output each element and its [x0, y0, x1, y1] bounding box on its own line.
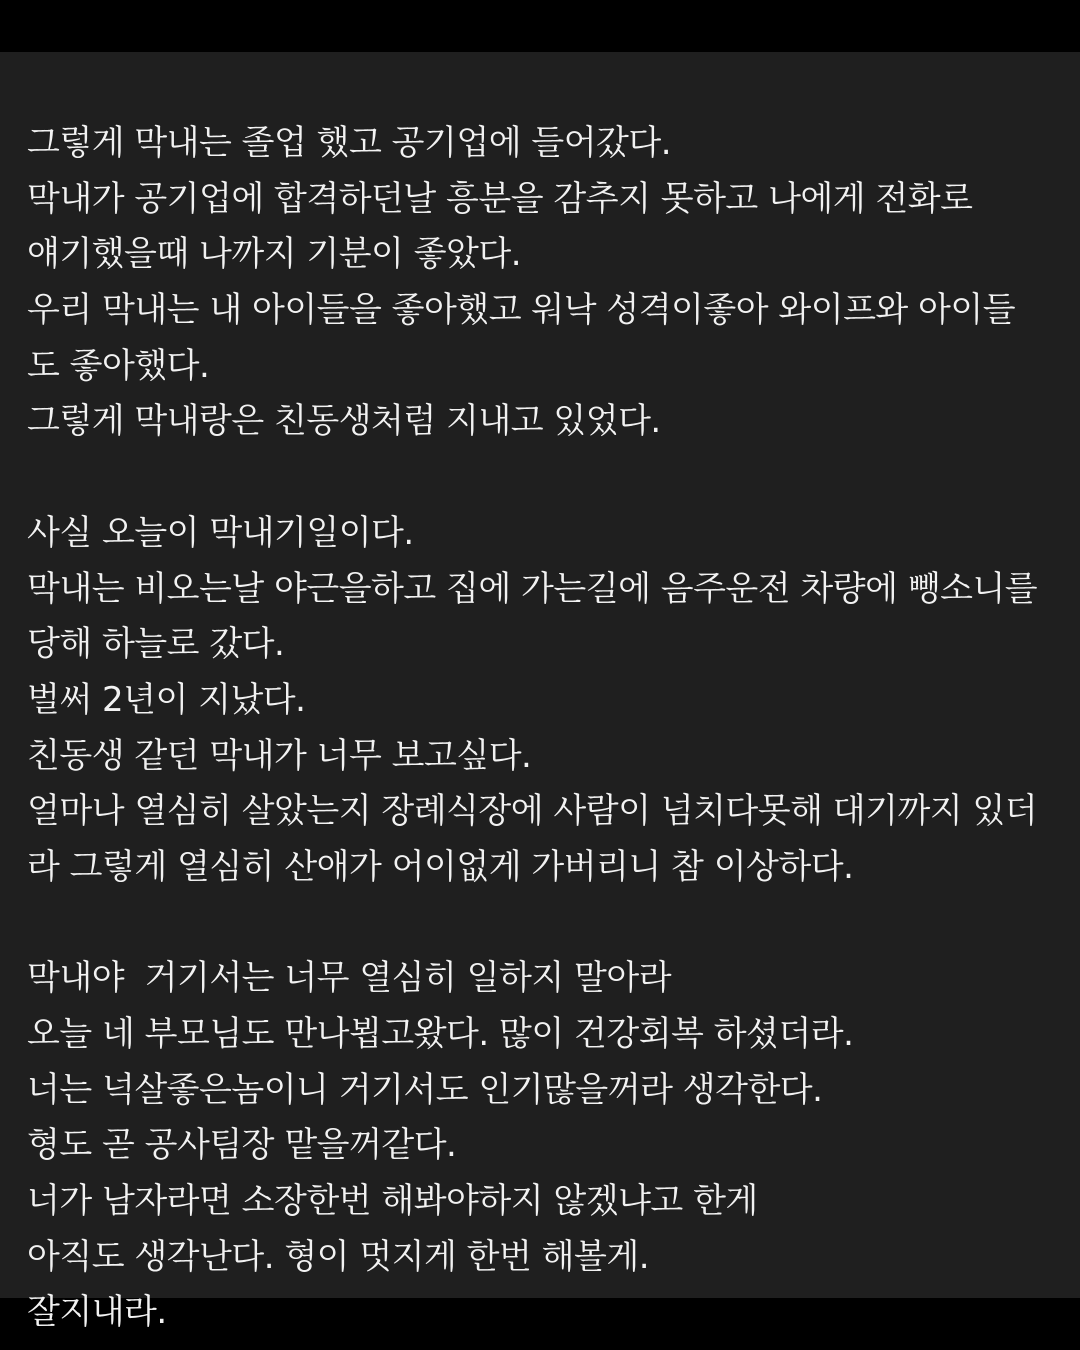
note-line: 친동생 같던 막내가 너무 보고싶다. — [27, 735, 532, 776]
note-line: 벌써 2년이 지났다. — [27, 679, 306, 720]
note-line: 사실 오늘이 막내기일이다. — [27, 512, 414, 553]
note-blank-line — [27, 450, 1067, 506]
note-line: 그렇게 막내는 졸업 했고 공기업에 들어갔다. — [27, 123, 672, 163]
note-line: 그렇게 막내랑은 친동생처럼 지내고 있었다. — [27, 401, 661, 442]
note-panel — [0, 52, 1080, 1333]
note-line: 잘지내라. — [27, 1292, 167, 1333]
note-line: 오늘 네 부모님도 만나뵙고왔다. 많이 건강회복 하셨더라. — [27, 1014, 854, 1054]
note-line: 막내가 공기업에 합격하던날 흥분을 감추지 못하고 나에게 전화로 — [27, 178, 973, 219]
note-line: 너가 남자라면 소장한번 해봐야하지 않겠냐고 한게 — [27, 1181, 758, 1222]
note-line: 얘기했을때 나까지 기분이 좋았다. — [27, 234, 522, 275]
note-line: 도 좋아했다. — [27, 345, 210, 386]
note-line: 막내야 거기서는 너무 열심히 일하지 말아라 — [27, 958, 672, 999]
note-blank-line — [27, 896, 1067, 952]
note-line: 우리 막내는 내 아이들을 좋아했고 워낙 성격이좋아 와이프와 아이들 — [27, 290, 1016, 331]
note-line: 막내는 비오는날 야근을하고 집에 가는길에 음주운전 차량에 뺑소니를 — [27, 568, 1038, 609]
note-line: 너는 넉살좋은놈이니 거기서도 인기많을꺼라 생각한다. — [27, 1069, 823, 1110]
note-line: 아직도 생각난다. 형이 멋지게 한번 해볼게. — [27, 1236, 649, 1277]
note-line: 당해 하늘로 갔다. — [27, 624, 285, 665]
note-text-body — [27, 116, 1067, 1341]
note-line: 얼마나 열심히 살았는지 장례식장에 사람이 넘치다못해 대기까지 있더 — [27, 791, 1038, 832]
note-line: 라 그렇게 열심히 산애가 어이없게 가버리니 참 이상하다. — [27, 846, 854, 887]
note-line: 형도 곧 공사팀장 맡을꺼같다. — [27, 1125, 457, 1166]
